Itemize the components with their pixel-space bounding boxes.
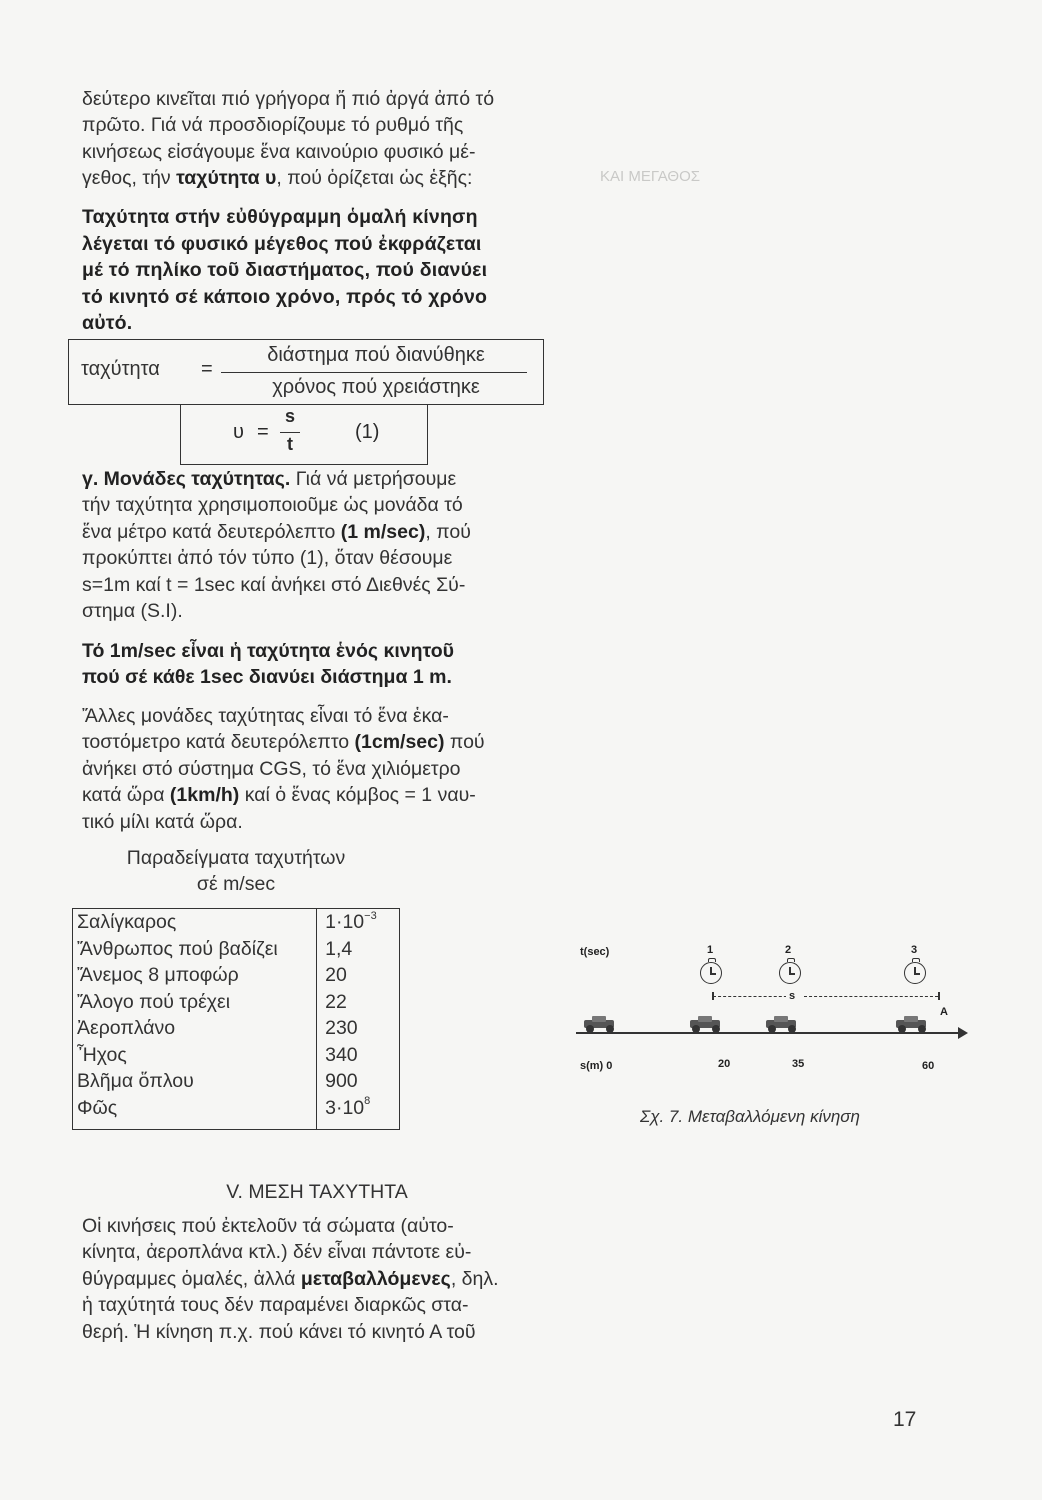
- example-name: Βλῆμα ὅπλου: [73, 1068, 317, 1095]
- formula-numerator: διάστημα πού διανύθηκε: [267, 344, 485, 366]
- statement-line: Τό 1m/sec εἶναι ἡ ταχύτητα ἑνός κινητοῦ: [82, 640, 454, 662]
- formula-equals: =: [257, 421, 269, 443]
- t-value: 3: [911, 944, 918, 956]
- definition-line: αὐτό.: [82, 312, 133, 335]
- intro-line: κινήσεως εἰσάγουμε ἕνα καινούριο φυσικό μέ-: [82, 140, 476, 163]
- symbol-formula-box: [180, 404, 428, 465]
- intro-line: πρῶτο. Γιά νά προσδιορίζουμε τό ρυθμό τῆς: [82, 114, 464, 137]
- s-interval-label: s: [786, 990, 798, 1002]
- units-heading: γ. Μονάδες ταχύτητας.: [82, 468, 291, 490]
- intro-text: , πού ὁρίζεται ὡς ἑξῆς:: [276, 167, 473, 190]
- table-title-line: σέ m/sec: [196, 873, 276, 896]
- example-speed: [317, 909, 400, 936]
- intro-line: [82, 165, 552, 191]
- other-units-paragraph: [82, 703, 552, 835]
- example-speed: [317, 962, 400, 989]
- example-speed: [317, 1068, 400, 1095]
- section-line: Οἱ κινήσεις πού ἐκτελοῦν τά σώματα (αὐτο-: [82, 1215, 454, 1237]
- statement-line: πού σέ κάθε 1sec διανύει διάστημα 1 m.: [82, 666, 452, 689]
- section-line: κίνητα, ἀεροπλάνα κτλ.) δέν εἶναι πάντοτε εὐ-: [82, 1241, 472, 1264]
- speed-value: 340: [325, 1043, 358, 1066]
- units-line: προκύπτει ἀπό τόν τύπο (1), ὅταν θέσουμε: [82, 547, 453, 570]
- formula-s: s: [284, 406, 295, 426]
- section-line: [82, 1266, 552, 1292]
- formula-equals: =: [201, 358, 213, 380]
- other-units-line: Ἄλλες μονάδες ταχύτητας εἶναι τό ἕνα ἑκα-: [82, 705, 449, 727]
- speed-value: 1·10: [325, 911, 365, 933]
- example-speed: [317, 989, 400, 1016]
- example-speed: [317, 936, 400, 963]
- speed-value: 3·10: [325, 1096, 365, 1119]
- units-text: , πού: [425, 520, 471, 543]
- car-icon: [686, 1014, 730, 1034]
- example-name: Ἦχος: [73, 1042, 317, 1069]
- speed-value: 900: [325, 1070, 358, 1092]
- road-line: [576, 1032, 960, 1034]
- s-value: 20: [718, 1058, 731, 1070]
- other-units-line: ἀνήκει στό σύστημα CGS, τό ἕνα χιλιόμετρο: [82, 757, 461, 780]
- table-row: [73, 909, 400, 936]
- other-units-text: τοστόμετρο κατά δευτερόλεπτο: [82, 731, 355, 754]
- units-line: στημα (S.I).: [82, 600, 183, 623]
- units-line: [82, 519, 552, 545]
- table-row: [73, 936, 400, 963]
- speed-exponent: −3: [364, 909, 377, 922]
- car-icon: [892, 1014, 936, 1034]
- speed-table-body: [73, 909, 400, 1130]
- interval-dash: [804, 996, 938, 997]
- intro-line: δεύτερο κινεῖται πιό γρήγορα ἤ πιό ἀργά ἀπό τό: [82, 88, 495, 110]
- units-paragraph: [82, 466, 552, 624]
- table-row: [73, 1068, 400, 1095]
- example-speed: [317, 1015, 400, 1042]
- unit-cmps: (1cm/sec): [354, 731, 445, 754]
- s-axis-label: s(m) 0: [580, 1060, 613, 1072]
- fraction-bar: [280, 432, 300, 433]
- definition-line: Ταχύτητα στήν εὐθύγραμμη ὁμαλή κίνηση: [82, 206, 478, 228]
- interval-dash: [713, 996, 797, 997]
- unit-kmh: (1km/h): [169, 784, 240, 807]
- unit-mps: (1 m/sec): [340, 520, 426, 543]
- units-line: [82, 466, 552, 492]
- example-speed: [317, 1042, 400, 1069]
- car-icon: [762, 1014, 806, 1034]
- units-text: ἕνα μέτρο κατά δευτερόλεπτο: [82, 520, 341, 543]
- t-axis-label: t(sec): [580, 946, 610, 958]
- interval-tick: [938, 992, 940, 1000]
- definition-line: μέ τό πηλίκο τοῦ διαστήματος, πού διανύει: [82, 259, 488, 282]
- arrow-right-icon: [958, 1027, 968, 1039]
- speed-value: 230: [325, 1017, 358, 1039]
- table-row: [73, 1095, 400, 1130]
- variable-term: μεταβαλλόμενες: [300, 1267, 451, 1290]
- page-number: 17: [893, 1408, 917, 1431]
- stopwatch-icon: [779, 962, 801, 984]
- intro-paragraph: [82, 86, 552, 192]
- units-line: τήν ταχύτητα χρησιμοποιοῦμε ὡς μονάδα τό: [82, 494, 463, 517]
- section-line: ἡ ταχύτητά τους δέν παραμένει διαρκῶς στα-: [82, 1294, 469, 1317]
- table-title: [72, 845, 400, 898]
- stopwatch-icon: [700, 962, 722, 984]
- section-text: , δηλ.: [450, 1267, 499, 1290]
- speed-value: 22: [325, 990, 347, 1013]
- intro-text: γεθος, τήν: [82, 167, 177, 190]
- s-value: 35: [792, 1058, 805, 1070]
- stopwatch-icon: [904, 962, 926, 984]
- units-text: Γιά νά μετρήσουμε: [290, 468, 457, 490]
- formula-number: (1): [355, 421, 380, 443]
- example-name: Ἄλογο πού τρέχει: [73, 989, 317, 1016]
- bleed-through-text: ΚΑΙ ΜΕΓΑΘΟΣ: [600, 168, 701, 185]
- definition-line: τό κινητό σέ κάποιο χρόνο, πρός τό χρόνο: [82, 285, 488, 308]
- table-row: [73, 989, 400, 1016]
- word-formula-box: [68, 339, 544, 405]
- speed-value: 1,4: [325, 937, 353, 960]
- other-units-line: [82, 729, 552, 755]
- speed-exponent: 8: [364, 1095, 371, 1107]
- other-units-line: [82, 782, 552, 808]
- a-label: A: [940, 1006, 948, 1018]
- table-title-line: Παραδείγματα ταχυτήτων: [126, 847, 346, 869]
- other-units-line: τικό μίλι κατά ὥρα.: [82, 810, 243, 833]
- table-row: [73, 1042, 400, 1069]
- units-line: s=1m καί t = 1sec καί ἀνήκει στό Διεθνές Σύ-: [82, 573, 466, 596]
- figure-caption: Σχ. 7. Μεταβαλλόμενη κίνηση: [640, 1107, 860, 1126]
- speed-term: ταχύτητα υ: [176, 167, 277, 190]
- formula-t: t: [287, 434, 293, 454]
- t-value: 1: [707, 944, 714, 956]
- fraction-bar: [221, 372, 527, 373]
- car-icon: [580, 1014, 624, 1034]
- section-line: θερή. Ἡ κίνηση π.χ. πού κάνει τό κινητό Α τοῦ: [82, 1320, 476, 1343]
- s-value: 60: [922, 1060, 935, 1072]
- example-name: Ἄνεμος 8 μποφώρ: [73, 962, 317, 989]
- formula-u: υ: [233, 421, 244, 443]
- table-row: [73, 1015, 400, 1042]
- unit-statement: [82, 638, 552, 691]
- example-speed: [317, 1095, 400, 1130]
- speed-value: 20: [325, 964, 347, 986]
- table-row: [73, 962, 400, 989]
- example-name: Ἄνθρωπος πού βαδίζει: [73, 936, 317, 963]
- example-name: Σαλίγκαρος: [73, 909, 317, 936]
- example-name: Ἀεροπλάνο: [73, 1015, 317, 1042]
- section-text: θύγραμμες ὁμαλές, ἀλλά: [82, 1267, 301, 1290]
- definition-line: λέγεται τό φυσικό μέγεθος πού ἐκφράζεται: [82, 232, 482, 255]
- other-units-text: καί ὁ ἕνας κόμβος = 1 ναυ-: [239, 784, 476, 807]
- example-name: Φῶς: [73, 1095, 317, 1130]
- other-units-text: κατά ὥρα: [82, 784, 170, 807]
- speed-definition: [82, 204, 552, 337]
- section-title: V. ΜΕΣΗ ΤΑΧΥΤΗΤΑ: [226, 1181, 408, 1203]
- t-value: 2: [785, 944, 792, 956]
- formula-denominator: χρόνος πού χρειάστηκε: [272, 376, 480, 398]
- other-units-text: πού: [444, 731, 485, 754]
- section-paragraph: [82, 1213, 552, 1345]
- variable-motion-figure: [576, 936, 986, 1136]
- formula-lhs: ταχύτητα: [81, 358, 160, 380]
- speed-examples-table: [72, 908, 400, 1130]
